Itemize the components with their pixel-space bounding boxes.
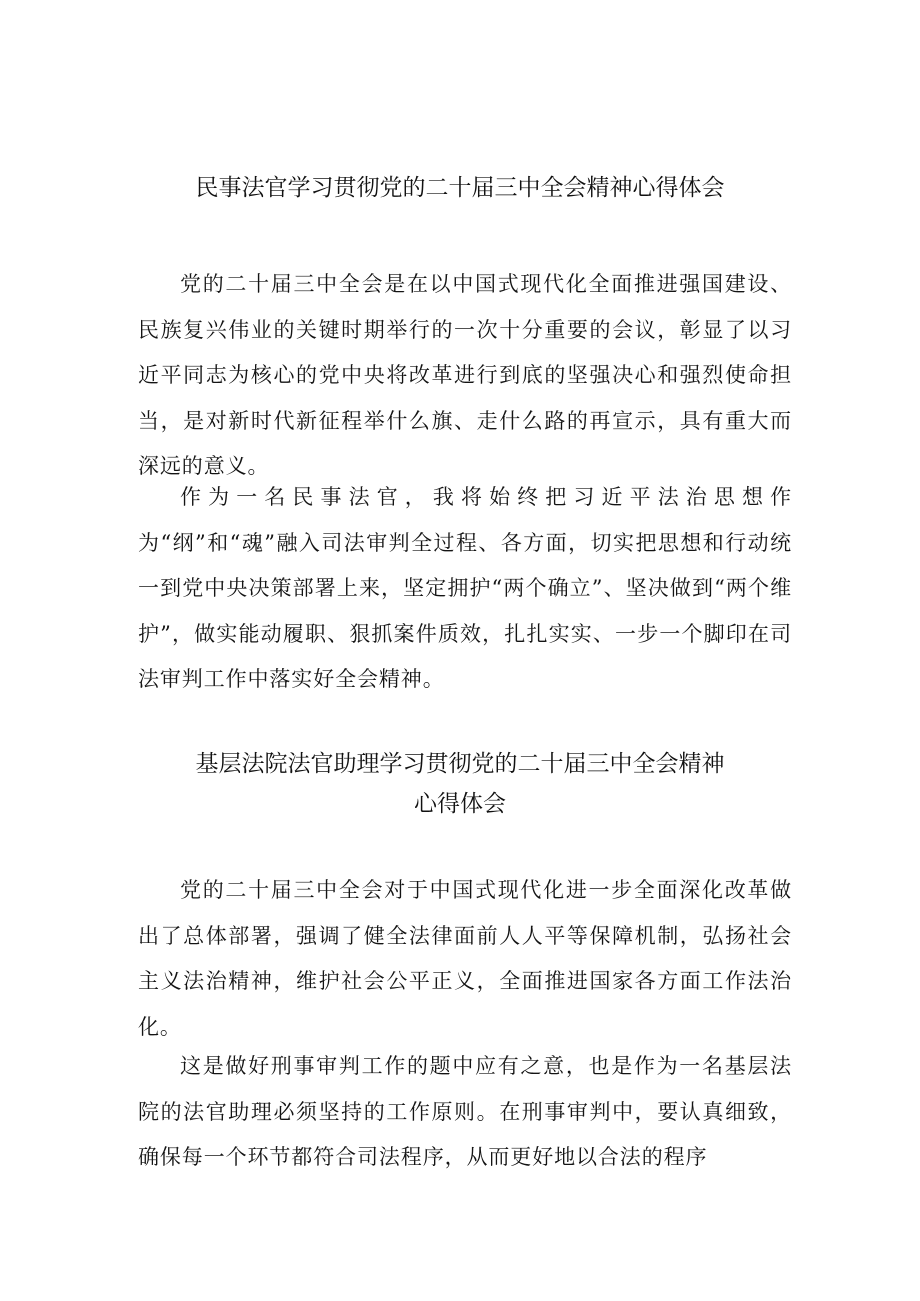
article-title-2 — [130, 744, 790, 824]
article-2-paragraph-1: 党的二十届三中全会对于中国式现代化进一步全面深化改革做出了总体部署，强调了健全法律面前人人平等保障机制，弘扬社会主义法治精神，维护社会公平正义，全面推进国家各方面工作法治化。 — [138, 878, 792, 1039]
article-2-paragraph-2: 这是做好刑事审判工作的题中应有之意，也是作为一名基层法院的法官助理必须坚持的工作原则。在刑事审判中，要认真细致，确保每一个环节都符合司法程序，从而更好地以合法的程序 — [138, 1054, 792, 1170]
article-1-paragraph-2: 作为一名民事法官，我将始终把习近平法治思想作为“纲”和“魂”融入司法审判全过程、各方面，切实把思想和行动统一到党中央决策部署上来，坚定拥护“两个确立”、坚决做到“两个维护”，做实能动履职、狠抓案件质效，扎扎实实、一步一个脚印在司法审判工作中落实好全会精神。 — [138, 485, 792, 692]
article-title-2-line-2: 心得体会 — [414, 791, 506, 817]
article-1-paragraph-1: 党的二十届三中全会是在以中国式现代化全面推进强国建设、民族复兴伟业的关键时期举行的一次十分重要的会议，彰显了以习近平同志为核心的党中央将改革进行到底的坚强决心和强烈使命担当，是对新时代新征程举什么旗、走什么路的再宣示，具有重大而深远的意义。 — [138, 272, 792, 479]
article-title-2-line-1: 基层法院法官助理学习贯彻党的二十届三中全会精神 — [195, 751, 725, 777]
article-title-1: 民事法官学习贯彻党的二十届三中全会精神心得体会 — [195, 175, 725, 201]
